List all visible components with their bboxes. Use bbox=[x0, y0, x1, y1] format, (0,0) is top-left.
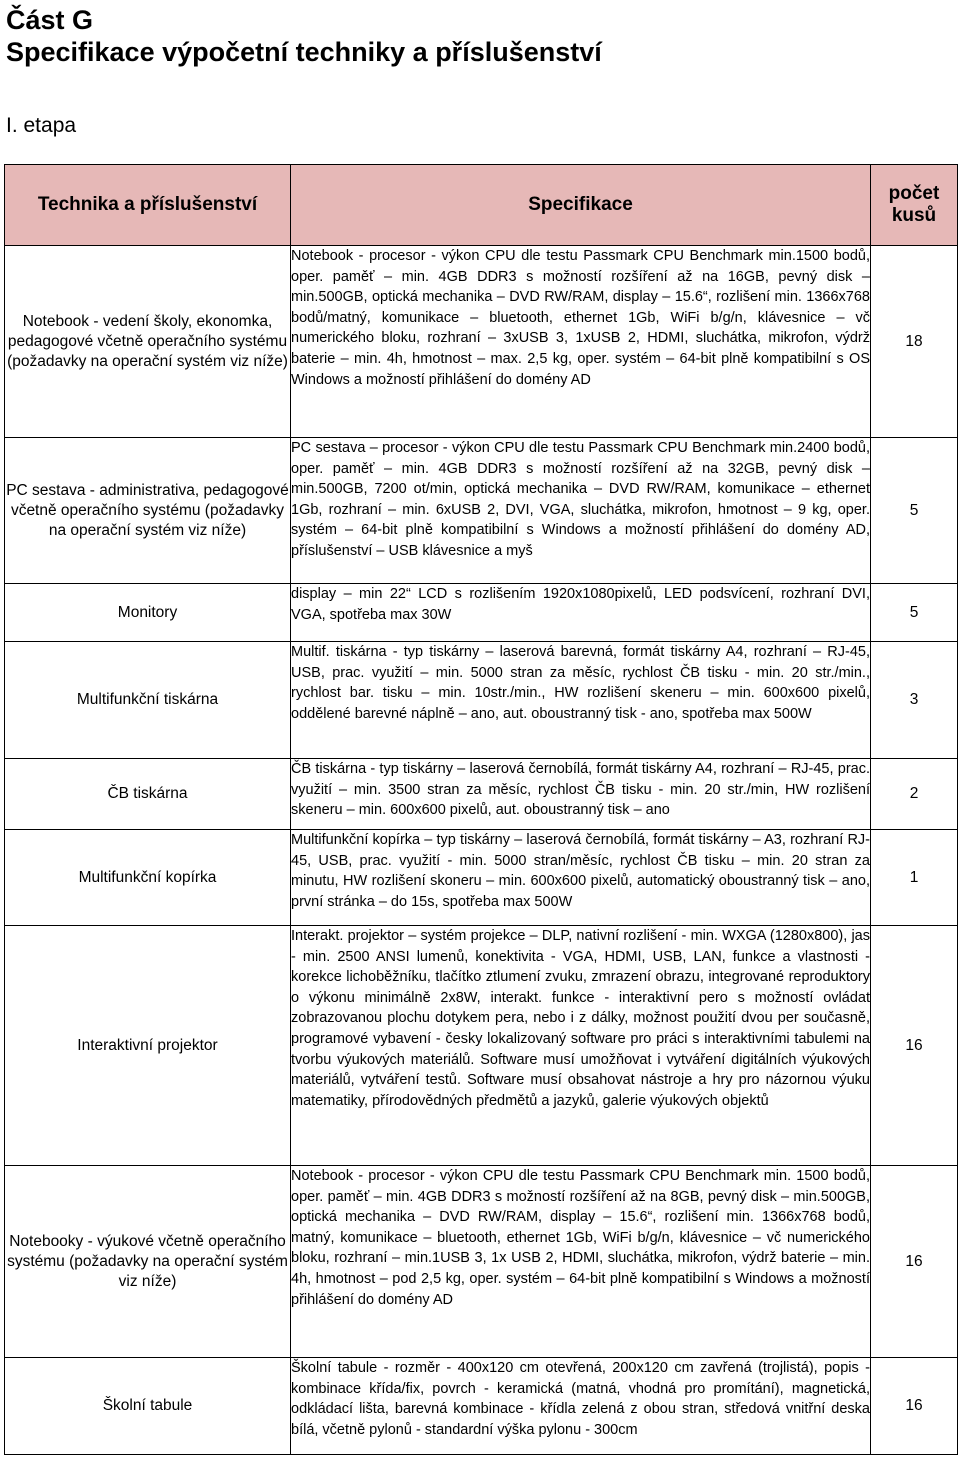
table-row bbox=[5, 642, 958, 759]
spec-cell: Multifunkční kopírka – typ tiskárny – laserová černobílá, formát tiskárny – A3, rozhraní RJ-45, USB, prac. využití - min. 5000 stran/měsíc, rychlost ČB tisku – min. 20 stran za minutu, HW rozlišení skoneru – min. 600x600 pixelů, automatický oboustranný tisk – ano, první stránka – do 15s, spotřeba max 500W bbox=[291, 830, 871, 926]
spec-cell: PC sestava – procesor - výkon CPU dle testu Passmark CPU Benchmark min.2400 bodů, oper. paměť – min. 4GB DDR3 s možností rozšíření až na 32GB, pevný disk – min.500GB, 7200 ot/min, optická mechanika – DVD RW/RAM, komunikace – ethernet 1Gb, rozhraní – min. 6xUSB 2, DVI, VGA, sluchátka, mikrofon, hmotnost – 9 kg, oper. systém – 64-bit plně kompatibilní s Windows a možností přihlášení do domény AD, příslušenství – USB klávesnice a myš bbox=[291, 438, 871, 584]
specification-table bbox=[4, 164, 958, 1455]
header-row bbox=[5, 165, 958, 246]
table-row bbox=[5, 830, 958, 926]
item-cell: Monitory bbox=[5, 584, 291, 642]
count-cell: 16 bbox=[871, 1166, 958, 1358]
count-cell: 5 bbox=[871, 438, 958, 584]
count-cell: 16 bbox=[871, 926, 958, 1166]
item-cell: ČB tiskárna bbox=[5, 759, 291, 830]
count-cell: 18 bbox=[871, 246, 958, 438]
spec-cell: Notebook - procesor - výkon CPU dle testu Passmark CPU Benchmark min.1500 bodů, oper. paměť – min. 4GB DDR3 s možností rozšíření až na 16GB, pevný disk – min.500GB, optická mechanika – DVD RW/RAM, display – 15.6“, rozlišení min. 1366x768 bodů/matný, komunikace – bluetooth, ethernet 1Gb, WiFi b/g/n, klávesnice – vč numerického bloku, rozhraní – 3xUSB 3, 1xUSB 2, HDMI, sluchátka, mikrofon, výdrž baterie – min. 4h, hmotnost – max. 2,5 kg, oper. systém – 64-bit plně kompatibilní s OS Windows a možností přihlášení do domény AD bbox=[291, 246, 871, 438]
header-spec: Specifikace bbox=[291, 165, 871, 246]
document-title: Specifikace výpočetní techniky a příslušenství bbox=[6, 37, 602, 67]
part-title: Část G bbox=[6, 5, 94, 35]
count-cell: 2 bbox=[871, 759, 958, 830]
item-cell: Notebooky - výukové včetně operačního systému (požadavky na operační systém viz níže) bbox=[5, 1166, 291, 1358]
table-row bbox=[5, 926, 958, 1166]
table-row bbox=[5, 584, 958, 642]
item-cell: Multifunkční kopírka bbox=[5, 830, 291, 926]
table-row bbox=[5, 1358, 958, 1455]
table-row bbox=[5, 246, 958, 438]
spec-cell: display – min 22“ LCD s rozlišením 1920x1080pixelů, LED podsvícení, rozhraní DVI, VGA, spotřeba max 30W bbox=[291, 584, 871, 642]
header-item: Technika a příslušenství bbox=[5, 165, 291, 246]
table-row bbox=[5, 759, 958, 830]
count-cell: 5 bbox=[871, 584, 958, 642]
item-cell: Notebook - vedení školy, ekonomka, pedagogové včetně operačního systému (požadavky na operační systém viz níže) bbox=[5, 246, 291, 438]
count-cell: 16 bbox=[871, 1358, 958, 1455]
spec-cell: Interakt. projektor – systém projekce – DLP, nativní rozlišení - min. WXGA (1280x800), jas - min. 2500 ANSI lumenů, konektivita - VGA, HDMI, USB, LAN, funkce a vlastnosti - korekce lichoběžníku, tlačítko ztlumení zvuku, zmrazení obrazu, integrované reproduktory o výkonu minimálně 2x8W, interakt. funkce - interaktivní pero s možností ovládat zobrazovanou plochu dotykem pera, nebo i z dálky, možnost použití dvou per současně, programové vybavení - česky lokalizovaný software pro práci s interaktivními tabulemi na tvorbu výukových materiálů. Software musí umožňovat i vytváření digitálních výukových materiálů, vytváření testů. Software musí obsahovat nástroje a hry pro názornou výuku matematiky, přírodovědných předmětů a jazyků, galerie výukových objektů bbox=[291, 926, 871, 1166]
spec-cell: Multif. tiskárna - typ tiskárny – laserová barevná, formát tiskárny A4, rozhraní – RJ-45, USB, prac. využití – min. 5000 stran za měsíc, rychlost ČB tisku - min. 20 str./min., rychlost bar. tisku – min. 10str./min., HW rozlišení skeneru – min. 600x600 pixelů, oddělené barevné náplně – ano, aut. oboustranný tisk - ano, spotřeba max 500W bbox=[291, 642, 871, 759]
spec-cell: Školní tabule - rozměr - 400x120 cm otevřená, 200x120 cm zavřená (trojlistá), popis - kombinace křída/fix, povrch - keramická (matná, vhodná pro promítání), magnetická, odkládací lišta, barevná kombinace - křídla zelená z obou stran, středová vnitřní deska bílá, včetně pylonů - standardní výška pylonu - 300cm bbox=[291, 1358, 871, 1455]
header-count: počet kusů bbox=[871, 165, 958, 246]
count-cell: 3 bbox=[871, 642, 958, 759]
item-cell: PC sestava - administrativa, pedagogové včetně operačního systému (požadavky na operační systém viz níže) bbox=[5, 438, 291, 584]
item-cell: Multifunkční tiskárna bbox=[5, 642, 291, 759]
item-cell: Školní tabule bbox=[5, 1358, 291, 1455]
table-row bbox=[5, 1166, 958, 1358]
count-cell: 1 bbox=[871, 830, 958, 926]
spec-cell: ČB tiskárna - typ tiskárny – laserová černobílá, formát tiskárny A4, rozhraní – RJ-45, prac. využití – min. 3500 stran za měsíc, rychlost ČB tisku - min. 20 str./min, HW rozlišení skeneru – min. 600x600 pixelů, aut. oboustranný tisk – ano bbox=[291, 759, 871, 830]
spec-cell: Notebook - procesor - výkon CPU dle testu Passmark CPU Benchmark min. 1500 bodů, oper. paměť – min. 4GB DDR3 s možností rozšíření až na 8GB, pevný disk – min.500GB, optická mechanika – DVD RW/RAM, display – 15.6“, rozlišení min. 1366x768 bodů, matný, komunikace – bluetooth, ethernet 1Gb, WiFi b/g/n, klávesnice – vč numerického bloku, rozhraní – min.1USB 3, 1x USB 2, HDMI, sluchátka, mikrofon, výdrž baterie – min. 4h, hmotnost – pod 2,5 kg, oper. systém – 64-bit plně kompatibilní s Windows a možností přihlášení do domény AD bbox=[291, 1166, 871, 1358]
item-cell: Interaktivní projektor bbox=[5, 926, 291, 1166]
table-row bbox=[5, 438, 958, 584]
stage-label: I. etapa bbox=[6, 114, 77, 137]
